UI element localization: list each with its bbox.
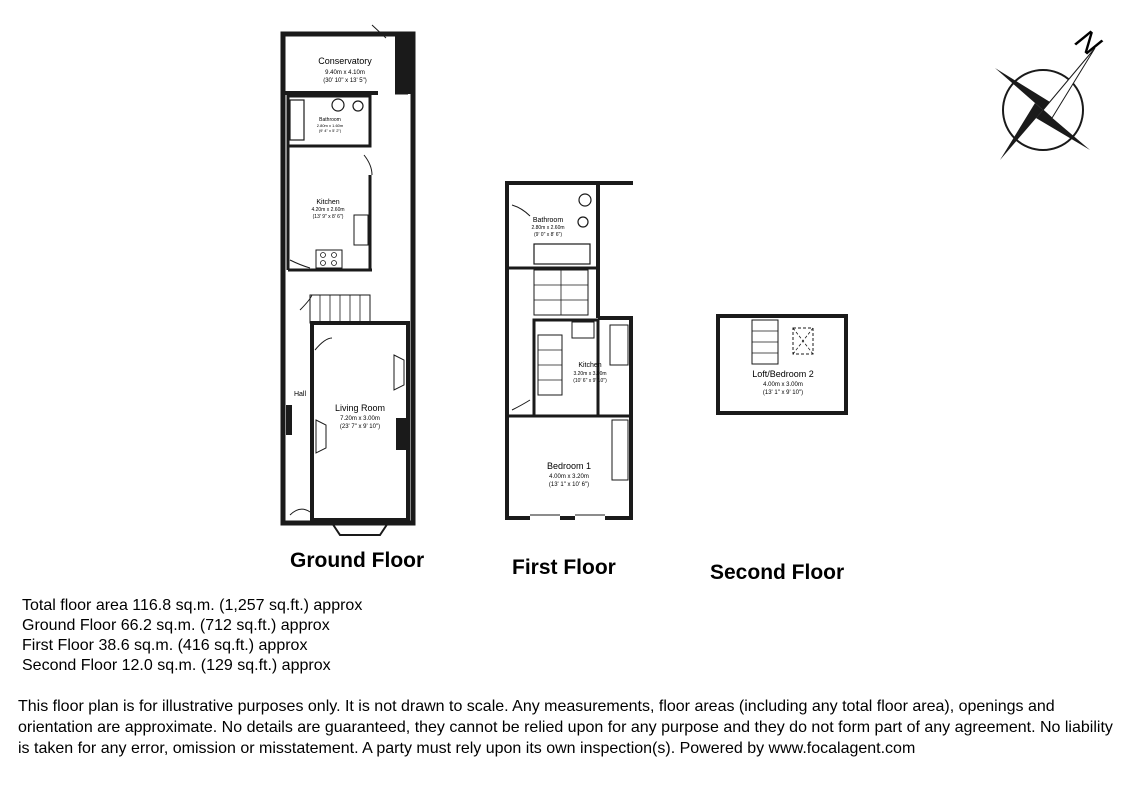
ground-floor-title: Ground Floor — [290, 549, 425, 572]
living-room-metric: 7.20m x 3.00m — [340, 416, 380, 422]
area-line-first: First Floor 38.6 sq.m. (416 sq.ft.) approx — [22, 637, 308, 654]
loft-bedroom-2-metric: 4.00m x 3.00m — [763, 382, 803, 388]
living-room-name: Living Room — [334, 403, 386, 413]
conservatory-metric: 9.40m x 4.10m — [325, 70, 365, 76]
kitchen-first-name: Kitchen — [578, 362, 602, 369]
second-floor-plan — [718, 316, 846, 413]
ground-floor-plan — [283, 25, 413, 535]
area-line-second: Second Floor 12.0 sq.m. (129 sq.ft.) approx — [22, 657, 331, 674]
area-line-ground: Ground Floor 66.2 sq.m. (712 sq.ft.) approx — [22, 617, 330, 634]
kitchen-first-imperial: (10' 6" x 9' 10") — [573, 378, 607, 384]
conservatory-imperial: (30' 10" x 13' 5") — [323, 78, 367, 84]
second-floor-title: Second Floor — [710, 561, 845, 584]
bathroom-ground-metric: 2.80m x 1.60m — [316, 123, 344, 128]
bathroom-first-metric: 2.80m x 2.60m — [531, 225, 565, 231]
disclaimer-text: This floor plan is for illustrative purposes only. It is not drawn to scale. Any measurements, floor areas (including any total floor area), openings and orientation are approximate. No details are guaranteed, they cannot be relied upon for any purpose and they do not form part of any agreement. No liability is taken for any error, omission or misstatement. A party must rely upon its own inspection(s). Powered by www.focalagent.com — [18, 698, 1113, 757]
bedroom-1-imperial: (13' 1" x 10' 6") — [548, 482, 590, 488]
area-line-total: Total floor area 116.8 sq.m. (1,257 sq.ft.) approx — [22, 597, 363, 614]
loft-bedroom-2-imperial: (13' 1" x 9' 10") — [762, 390, 804, 396]
room-labels — [294, 23, 1107, 488]
compass-rose-icon — [995, 48, 1095, 160]
kitchen-ground-imperial: (13' 9" x 8' 6") — [312, 214, 344, 220]
kitchen-first-metric: 3.20m x 3.00m — [573, 371, 607, 377]
living-room-imperial: (23' 7" x 9' 10") — [339, 424, 381, 430]
loft-bedroom-2-name: Loft/Bedroom 2 — [752, 369, 814, 379]
bathroom-first-imperial: (9' 0" x 8' 6") — [534, 232, 562, 238]
first-floor-title: First Floor — [512, 556, 616, 579]
hall-name: Hall — [293, 391, 307, 398]
kitchen-ground-metric: 4.20m x 2.60m — [311, 207, 345, 213]
bedroom-1-name: Bedroom 1 — [546, 461, 592, 471]
bathroom-first-name: Bathroom — [532, 217, 564, 224]
kitchen-ground-name: Kitchen — [316, 199, 340, 206]
conservatory-name: Conservatory — [318, 56, 372, 66]
compass-north-label: N — [1069, 23, 1107, 63]
bathroom-ground-name: Bathroom — [319, 117, 341, 123]
bedroom-1-metric: 4.00m x 3.20m — [549, 474, 589, 480]
bathroom-ground-imperial: (9' 4" x 5' 2") — [318, 128, 342, 133]
floor-area-summary — [22, 596, 362, 676]
